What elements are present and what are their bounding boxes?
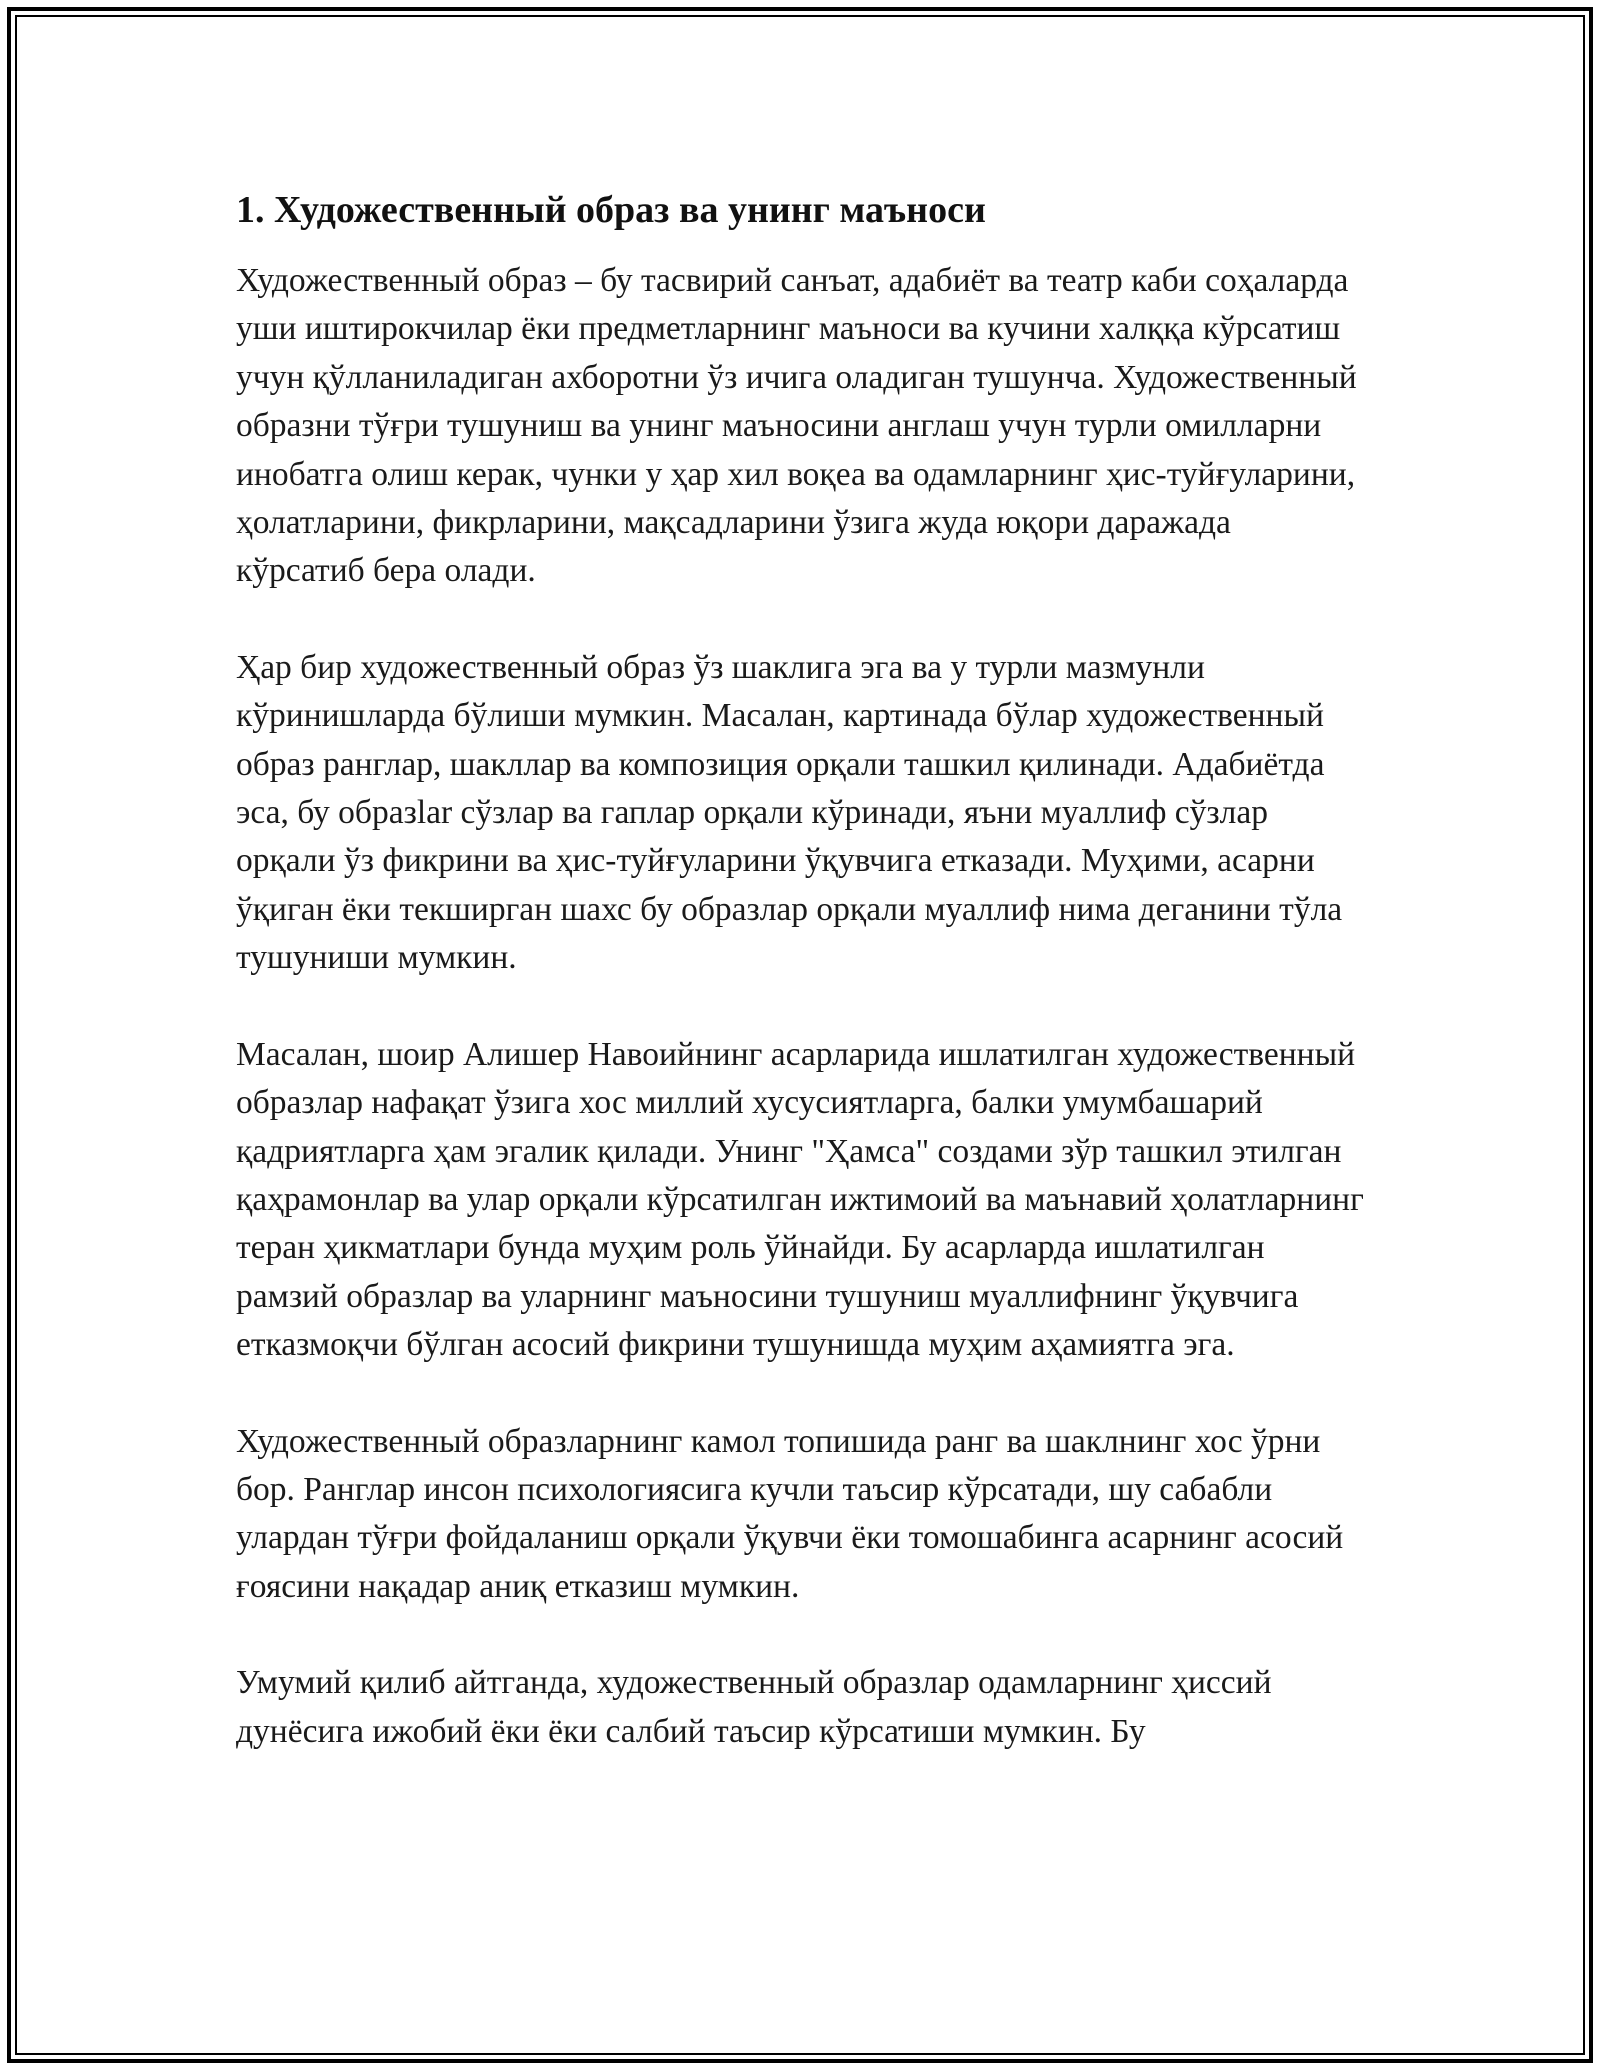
paragraph-4: Художественный образларнинг камол топишида ранг ва шаклнинг хос ўрни бор. Ранглар инсон психологиясига кучли таъсир кўрсатади, шу сабабли улардан тўғри фойдаланиш орқали ўқувчи ёки томошабинга асарнинг асосий ғоясини нақадар аниқ етказиш мумкин.: [236, 1422, 1344, 1605]
paragraph-2: Ҳар бир художественный образ ўз шаклига эга ва у турли мазмунли кўринишларда бўлиши мумкин. Масалан, картинада бўлар художественный образ ранглар, шакллар ва композиция орқали ташкил қилинади. Адабиётда эса, бу образlar сўзлар ва гаплар орқали кўринади, яъни муаллиф сўзлар орқали ўз фикрини ва ҳис-туйғуларини ўқувчига етказади. Муҳими, асарни ўқиган ёки текширган шахс бу образлар орқали муаллиф нима деганини тўла тушуниши мумкин.: [236, 648, 1343, 977]
paragraph-5: Умумий қилиб айтганда, художественный образлар одамларнинг ҳиссий дунёсига ижобий ёки ёки салбий таъсир кўрсатиши мумкин. Бу: [236, 1664, 1272, 1750]
paragraph-3: Масалан, шоир Алишер Навоийнинг асарларида ишлатилган художественный образлар нафақат ўзига хос миллий хусусиятларга, балки умумбашарий қадриятларга ҳам эгалик қилади. Унинг "Ҳамса" создами зўр ташкил этилган қаҳрамонлар ва улар орқали кўрсатилган ижтимоий ва маънавий ҳолатларнинг теран ҳикматлари бунда муҳим роль ўйнайди. Бу асарларда ишлатилган рамзий образлар ва уларнинг маъносини тушуниш муаллифнинг ўқувчига етказмоқчи бўлган асосий фикрини тушунишда муҳим аҳамиятга эга.: [236, 1035, 1364, 1364]
paragraph-1: Художественный образ – бу тасвирий санъат, адабиёт ва театр каби соҳаларда уши иштирокчилар ёки предметларнинг маъноси ва кучини халққа кўрсатиш учун қўлланиладиган ахборотни ўз ичига оладиган тушунча. Художественный образни тўғри тушуниш ва унинг маъносини англаш учун турли омилларни инобатга олиш керак, чунки у ҳар хил воқеа ва одамларнинг ҳис-туйғуларини, ҳолатларини, фикрларини, мақсадларини ўзига жуда юқори даражада кўрсатиб бера олади.: [236, 262, 1357, 590]
document-body: [236, 185, 1366, 1756]
section-heading: 1. Художественный образ ва унинг маъноси: [236, 189, 986, 231]
